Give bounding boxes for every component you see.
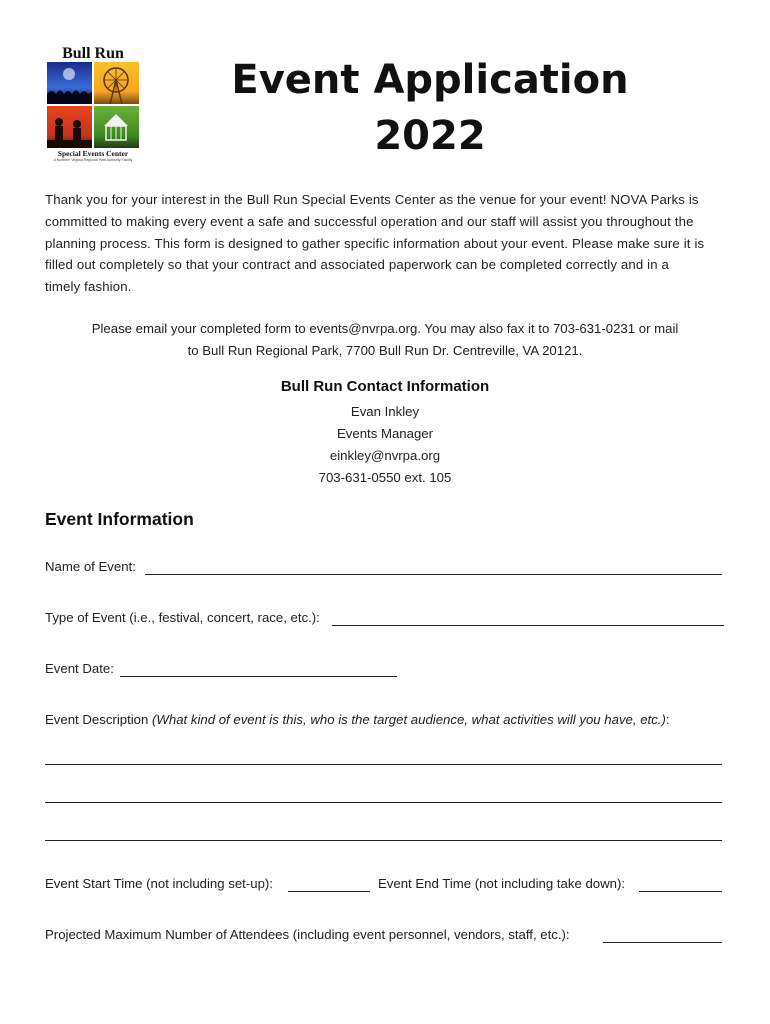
event-date-field[interactable] [120,676,397,677]
logo-tagline: A Northern Virginia Regional Park Authority Facility [53,158,133,162]
event-end-time-label: Event End Time (not including take down): [378,876,626,891]
logo-band-image [47,106,92,148]
submission-line: Please email your completed form to events@nvrpa.org. You may also fax it to 703-631-0231 or mail [91,321,679,336]
intro-line: committed to making every event a safe and successful operation and our staff will assist you throughout the [45,213,694,229]
max-attendees-field[interactable] [603,942,722,943]
page-title [200,52,660,164]
max-attendees-label: Projected Maximum Number of Attendees (including event personnel, vendors, staff, etc.): [45,927,570,942]
event-name-field[interactable] [145,574,722,575]
submission-line: to Bull Run Regional Park, 7700 Bull Run Dr. Centreville, VA 20121. [187,342,583,358]
event-description-title: Event Description [45,712,149,727]
logo-subtitle: Special Events Center [57,149,129,158]
intro-paragraph [45,189,730,298]
intro-line: filled out completely so that your contract and associated paperwork can be completed correctly and in a [45,257,670,273]
logo-concert-image [47,62,92,104]
event-description-line-3[interactable] [45,840,722,841]
logo-ferris-wheel-image [94,62,139,104]
logo-title: Bull Run [62,45,124,62]
event-information-heading: Event Information [45,509,194,529]
event-date-label: Event Date: [45,661,114,676]
event-end-time-field[interactable] [639,891,722,892]
event-start-time-label: Event Start Time (not including set-up): [45,876,273,891]
contact-heading: Bull Run Contact Information [280,378,490,395]
event-type-field[interactable] [332,625,724,626]
logo-gazebo-image [94,106,139,148]
event-start-time-field[interactable] [288,891,370,892]
contact-email: einkley@nvrpa.org [329,448,441,463]
contact-name: Evan Inkley [350,404,420,419]
event-description-line-1[interactable] [45,764,722,765]
contact-role: Events Manager [336,426,434,441]
event-description-line-2[interactable] [45,802,722,803]
contact-phone: 703-631-0550 ext. 105 [318,470,452,485]
bull-run-logo [45,46,141,160]
intro-line: Thank you for your interest in the Bull Run Special Events Center as the venue for your event! NOVA Parks is [45,192,699,207]
submission-instructions [60,318,710,362]
event-type-label: Type of Event (i.e., festival, concert, race, etc.): [45,610,320,625]
event-name-label: Name of Event: [45,559,136,574]
title-line-2: 2022 [374,113,486,159]
logo-image-grid [47,62,139,148]
title-line-1: Event Application [231,57,629,103]
intro-line: planning process. This form is designed to gather specific information about your event. Please make sure it is [45,235,705,251]
intro-line: timely fashion. [45,279,132,295]
event-description-label [45,712,670,727]
event-description-hint: (What kind of event is this, who is the target audience, what activities will you have, etc.) [152,712,666,727]
event-description-colon: : [665,712,670,727]
